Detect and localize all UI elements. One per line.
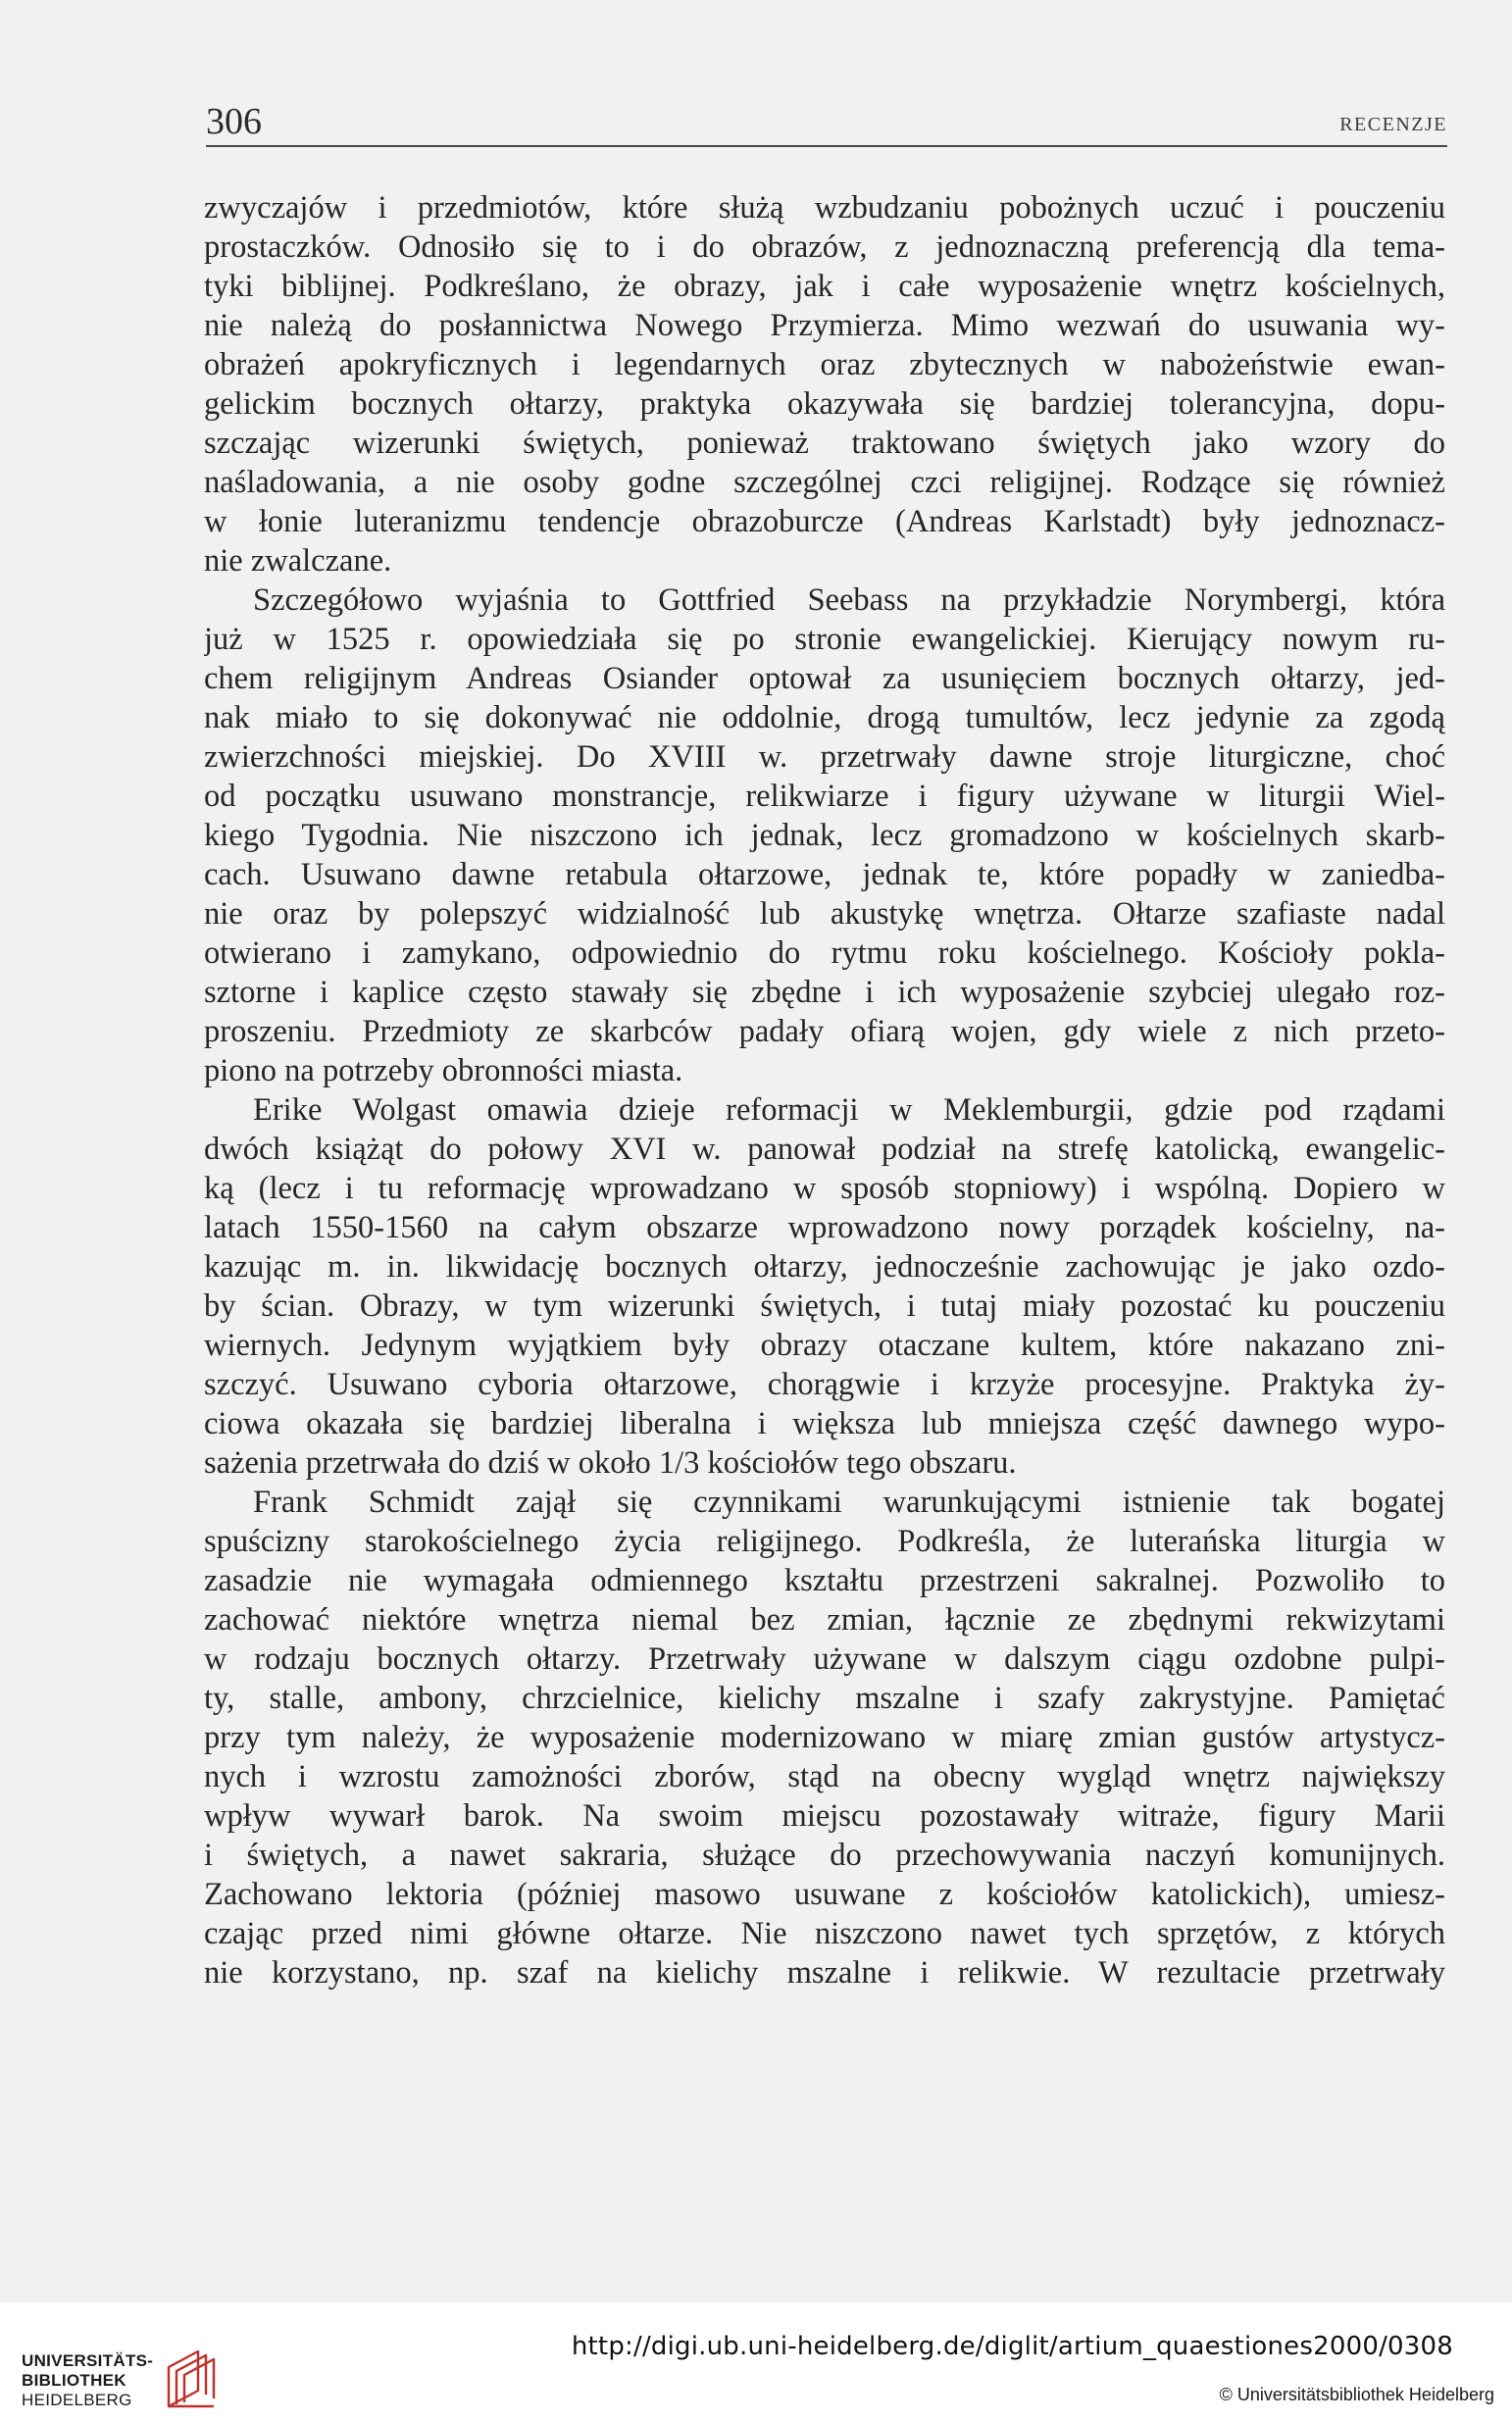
text-line: w rodzaju bocznych ołtarzy. Przetrwały używane w dalszym ciągu ozdobne pulpi- <box>204 1641 1445 1677</box>
running-head: RECENZJE <box>1339 114 1447 135</box>
library-logo-text <box>22 2351 153 2410</box>
text-line: chem religijnym Andreas Osiander optował za usunięciem bocznych ołtarzy, jed- <box>204 661 1445 696</box>
text-line: by ścian. Obrazy, w tym wizerunki świętych, i tutaj miały pozostać ku pouczeniu <box>204 1288 1445 1324</box>
text-line: nak miało to się dokonywać nie oddolnie, drogą tumultów, lecz jedynie za zgodą <box>204 700 1445 735</box>
text-line: nie należą do posłannictwa Nowego Przymierza. Mimo wezwań do usuwania wy- <box>204 308 1445 343</box>
text-line: tyki biblijnej. Podkreślano, że obrazy, jak i całe wyposażenie wnętrz kościelnych, <box>204 269 1445 304</box>
text-line: zwierzchności miejskiej. Do XVIII w. przetrwały dawne stroje liturgiczne, choć <box>204 739 1445 775</box>
text-line: Szczegółowo wyjaśnia to Gottfried Seebass na przykładzie Norymbergi, która <box>253 582 1445 618</box>
page-number: 306 <box>206 101 262 142</box>
text-line: sażenia przetrwała do dziś w około 1/3 kościołów tego obszaru. <box>204 1445 1017 1481</box>
text-line: spuścizny starokościelnego życia religijnego. Podkreśla, że luterańska liturgia w <box>204 1524 1445 1559</box>
text-line: Erike Wolgast omawia dzieje reformacji w Meklemburgii, gdzie pod rządami <box>253 1092 1445 1128</box>
body-text <box>204 188 1445 1993</box>
text-line: cach. Usuwano dawne retabula ołtarzowe, jednak te, które popadły w zaniedba- <box>204 857 1445 892</box>
text-line: zasadzie nie wymagała odmiennego kształtu przestrzeni sakralnej. Pozwoliło to <box>204 1563 1445 1598</box>
text-line: ciowa okazała się bardziej liberalna i większa lub mniejsza część dawnego wypo- <box>204 1406 1445 1441</box>
text-line: sztorne i kaplice często stawały się zbędne i ich wyposażenie szybciej ulegało roz- <box>204 975 1445 1010</box>
text-line: nie oraz by polepszyć widzialność lub akustykę wnętrza. Ołtarze szafiaste nadal <box>204 896 1445 932</box>
text-line: czając przed nimi główne ołtarze. Nie niszczono nawet tych sprzętów, z których <box>204 1916 1445 1951</box>
text-line: od początku usuwano monstrancje, relikwiarze i figury używane w liturgii Wiel- <box>204 779 1445 814</box>
text-line: naśladowania, a nie osoby godne szczególnej czci religijnej. Rodzące się również <box>204 465 1445 500</box>
text-line: kiego Tygodnia. Nie niszczono ich jednak, lecz gromadzono w kościelnych skarb- <box>204 818 1445 853</box>
page-header <box>206 100 1447 147</box>
text-line: szczyć. Usuwano cyboria ołtarzowe, chorągwie i krzyże procesyjne. Praktyka ży- <box>204 1367 1445 1402</box>
text-line: już w 1525 r. opowiedziała się po stronie ewangelickiej. Kierujący nowym ru- <box>204 622 1445 657</box>
text-line: dwóch książąt do połowy XVI w. panował podział na strefę katolicką, ewangelic- <box>204 1132 1445 1167</box>
text-line: i świętych, a nawet sakraria, służące do przechowywania naczyń komunijnych. <box>204 1838 1445 1873</box>
text-line: proszeniu. Przedmioty ze skarbców padały ofiarą wojen, gdy wiele z nich przeto- <box>204 1014 1445 1049</box>
document-url-link[interactable]: http://digi.ub.uni-heidelberg.de/diglit/artium_quaestiones2000/0308 <box>571 2332 1453 2361</box>
paragraph <box>204 580 1445 1090</box>
text-line: ką (lecz i tu reformację wprowadzano w sposób stopniowy) i wspólną. Dopiero w <box>204 1171 1445 1206</box>
paragraph <box>204 1090 1445 1483</box>
text-line: w łonie luteranizmu tendencje obrazoburcze (Andreas Karlstadt) były jednoznacz- <box>204 504 1445 539</box>
text-line: nie korzystano, np. szaf na kielichy mszalne i relikwie. W rezultacie przetrwały <box>204 1955 1445 1991</box>
text-line: ty, stalle, ambony, chrzcielnice, kielichy mszalne i szafy zakrystyjne. Pamiętać <box>204 1681 1445 1716</box>
logo-line-3: HEIDELBERG <box>22 2391 132 2409</box>
footer <box>0 2302 1512 2422</box>
text-line: nych i wzrostu zamożności zborów, stąd na obecny wygląd wnętrz największy <box>204 1759 1445 1794</box>
logo-line-1: UNIVERSITÄTS- <box>22 2351 154 2370</box>
text-line: otwierano i zamykano, odpowiednio do rytmu roku kościelnego. Kościoły pokla- <box>204 935 1445 971</box>
logo-line-2: BIBLIOTHEK <box>22 2371 126 2390</box>
text-line: zwyczajów i przedmiotów, które służą wzbudzaniu pobożnych uczuć i pouczeniu <box>204 190 1445 226</box>
paragraph <box>204 1483 1445 1993</box>
paragraph <box>204 188 1445 580</box>
text-line: wpływ wywarł barok. Na swoim miejscu pozostawały witraże, figury Marii <box>204 1798 1445 1834</box>
library-logo-icon <box>155 2346 233 2414</box>
text-line: Frank Schmidt zajął się czynnikami warunkującymi istnienie tak bogatej <box>253 1485 1445 1520</box>
text-line: latach 1550-1560 na całym obszarze wprowadzono nowy porządek kościelny, na- <box>204 1210 1445 1245</box>
text-line: szczając wizerunki świętych, ponieważ traktowano świętych jako wzory do <box>204 426 1445 461</box>
text-line: piono na potrzeby obronności miasta. <box>204 1053 683 1088</box>
text-line: kazując m. in. likwidację bocznych ołtarzy, jednocześnie zachowując je jako ozdo- <box>204 1249 1445 1285</box>
text-line: przy tym należy, że wyposażenie modernizowano w miarę zmian gustów artystycz- <box>204 1720 1445 1755</box>
text-line: nie zwalczane. <box>204 543 392 579</box>
copyright-notice: © Universitätsbibliothek Heidelberg <box>1219 2385 1494 2404</box>
library-logo[interactable] <box>22 2346 237 2414</box>
text-line: zachować niektóre wnętrza niemal bez zmian, łącznie ze zbędnymi rekwizytami <box>204 1602 1445 1638</box>
text-line: obrażeń apokryficznych i legendarnych oraz zbytecznych w nabożeństwie ewan- <box>204 347 1445 382</box>
text-line: gelickim bocznych ołtarzy, praktyka okazywała się bardziej tolerancyjna, dopu- <box>204 386 1445 422</box>
text-line: wiernych. Jedynym wyjątkiem były obrazy otaczane kultem, które nakazano zni- <box>204 1328 1445 1363</box>
text-line: prostaczków. Odnosiło się to i do obrazów, z jednoznaczną preferencją dla tema- <box>204 229 1445 265</box>
text-line: Zachowano lektoria (później masowo usuwane z kościołów katolickich), umiesz- <box>204 1877 1445 1912</box>
